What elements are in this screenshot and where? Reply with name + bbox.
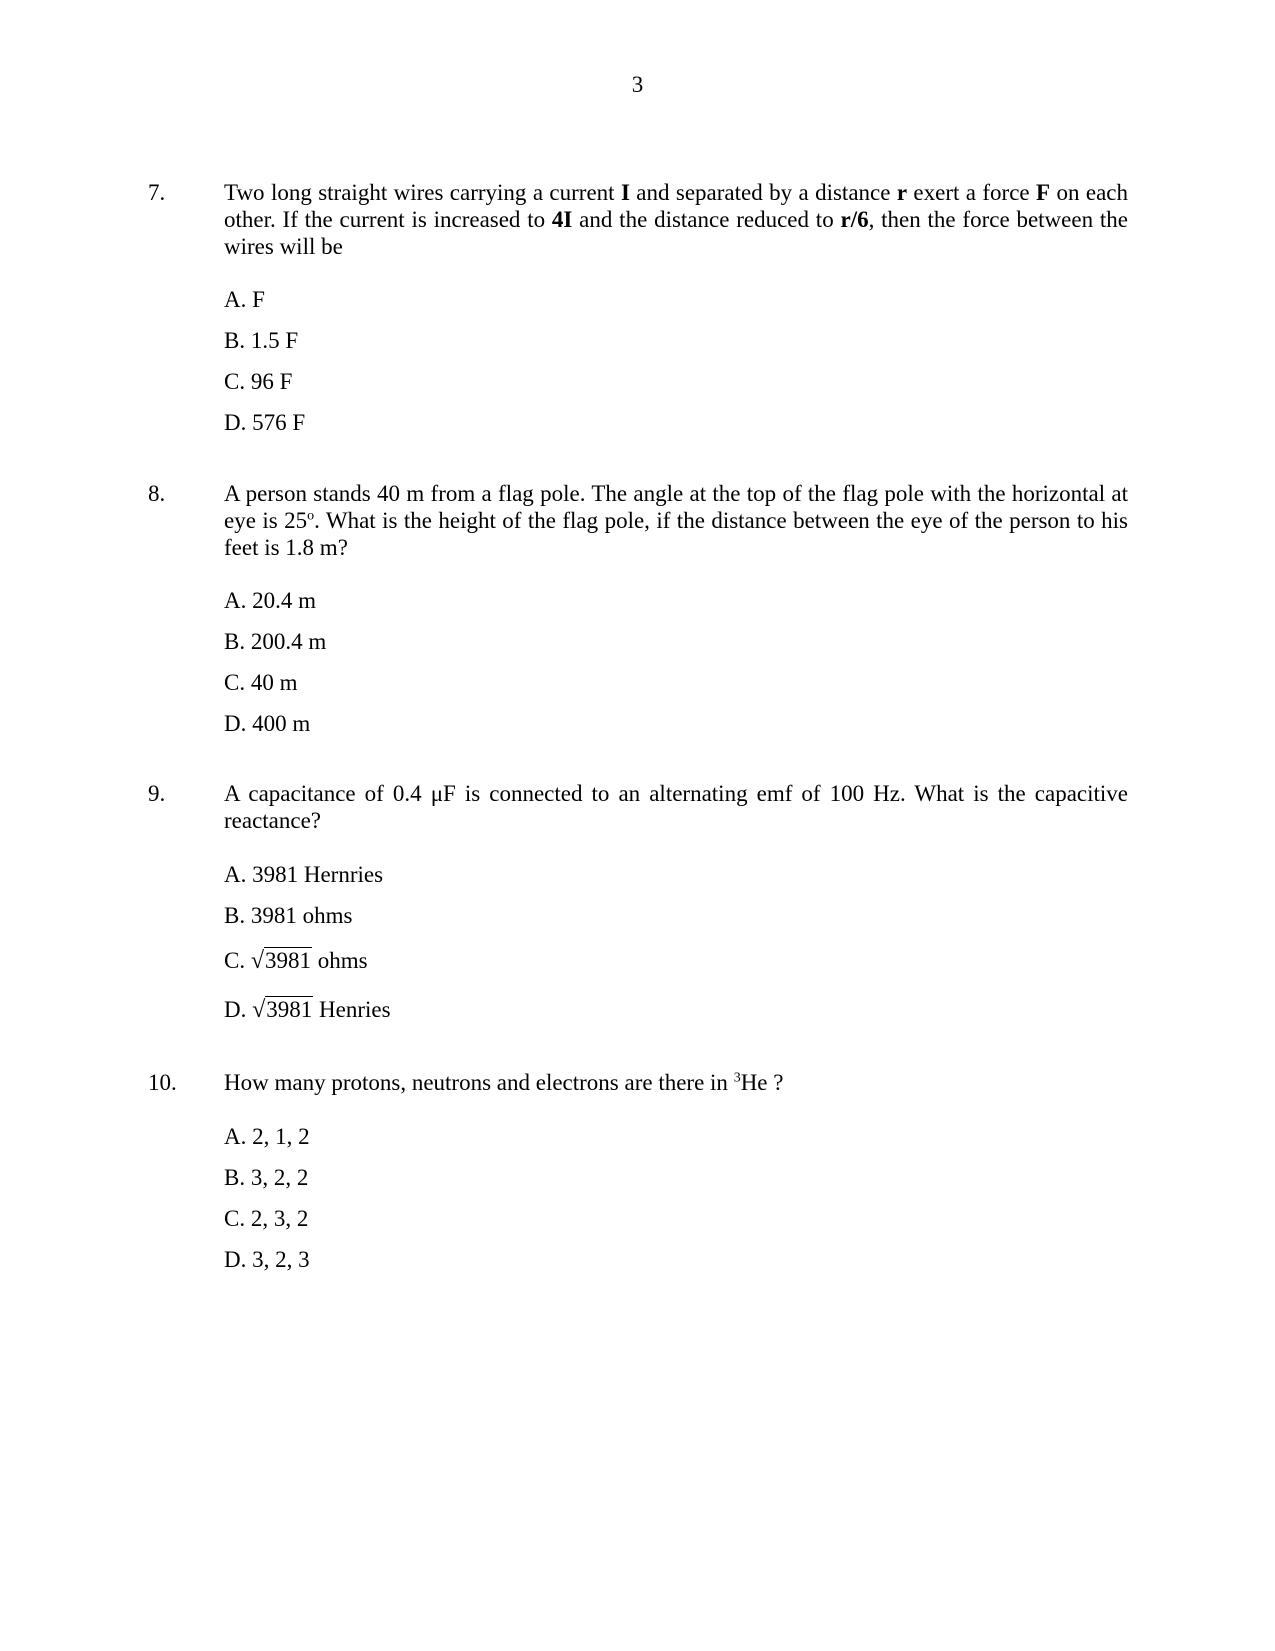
option-d: D. √3981 Henries	[224, 997, 391, 1023]
option-a: A. 2, 1, 2	[224, 1124, 310, 1149]
option-d: D. 576 F	[224, 410, 306, 435]
question-number: 9.	[148, 781, 166, 806]
square-root-expression: √3981	[250, 948, 312, 974]
square-root-expression: √3981	[252, 997, 313, 1023]
question-number: 8.	[148, 481, 166, 506]
option-d: D. 3, 2, 3	[224, 1247, 310, 1272]
radical-sign-icon: √	[252, 997, 266, 1023]
radical-sign-icon: √	[250, 948, 265, 974]
question-text: Two long straight wires carrying a current I and separated by a distance r exert a force F on each other. If the current is increased to 4I and the distance reduced to r/6, then the force between the wires will be	[224, 180, 1128, 259]
question-number: 7.	[148, 180, 166, 205]
question-text: A capacitance of 0.4 μF is connected to an alternating emf of 100 Hz. What is the capacitive reactance?	[224, 781, 1128, 833]
option-b: B. 3, 2, 2	[224, 1165, 309, 1190]
option-b: B. 1.5 F	[224, 328, 299, 353]
question-text: How many protons, neutrons and electrons are there in $^3$He ?	[224, 1070, 784, 1095]
page-number: 3	[631, 72, 644, 97]
isotope-mass-number: 3	[733, 1070, 741, 1086]
option-a: A. F	[224, 287, 265, 312]
option-c: C. 40 m	[224, 670, 298, 695]
option-b: B. 200.4 m	[224, 629, 327, 654]
option-c: C. 96 F	[224, 369, 293, 394]
question-number: 10.	[148, 1070, 177, 1095]
option-c: C. 2, 3, 2	[224, 1206, 309, 1231]
option-a: A. 3981 Hernries	[224, 862, 384, 887]
option-d: D. 400 m	[224, 711, 311, 736]
option-a: A. 20.4 m	[224, 588, 316, 613]
option-c: C. √3981 ohms	[224, 948, 368, 974]
option-b: B. 3981 ohms	[224, 903, 353, 928]
question-text: A person stands 40 m from a flag pole. The angle at the top of the flag pole with the horizontal at eye is 25$^o$. What is the height of the flag pole, if the distance between the eye of the person to his feet is 1.8 m?	[224, 481, 1128, 560]
